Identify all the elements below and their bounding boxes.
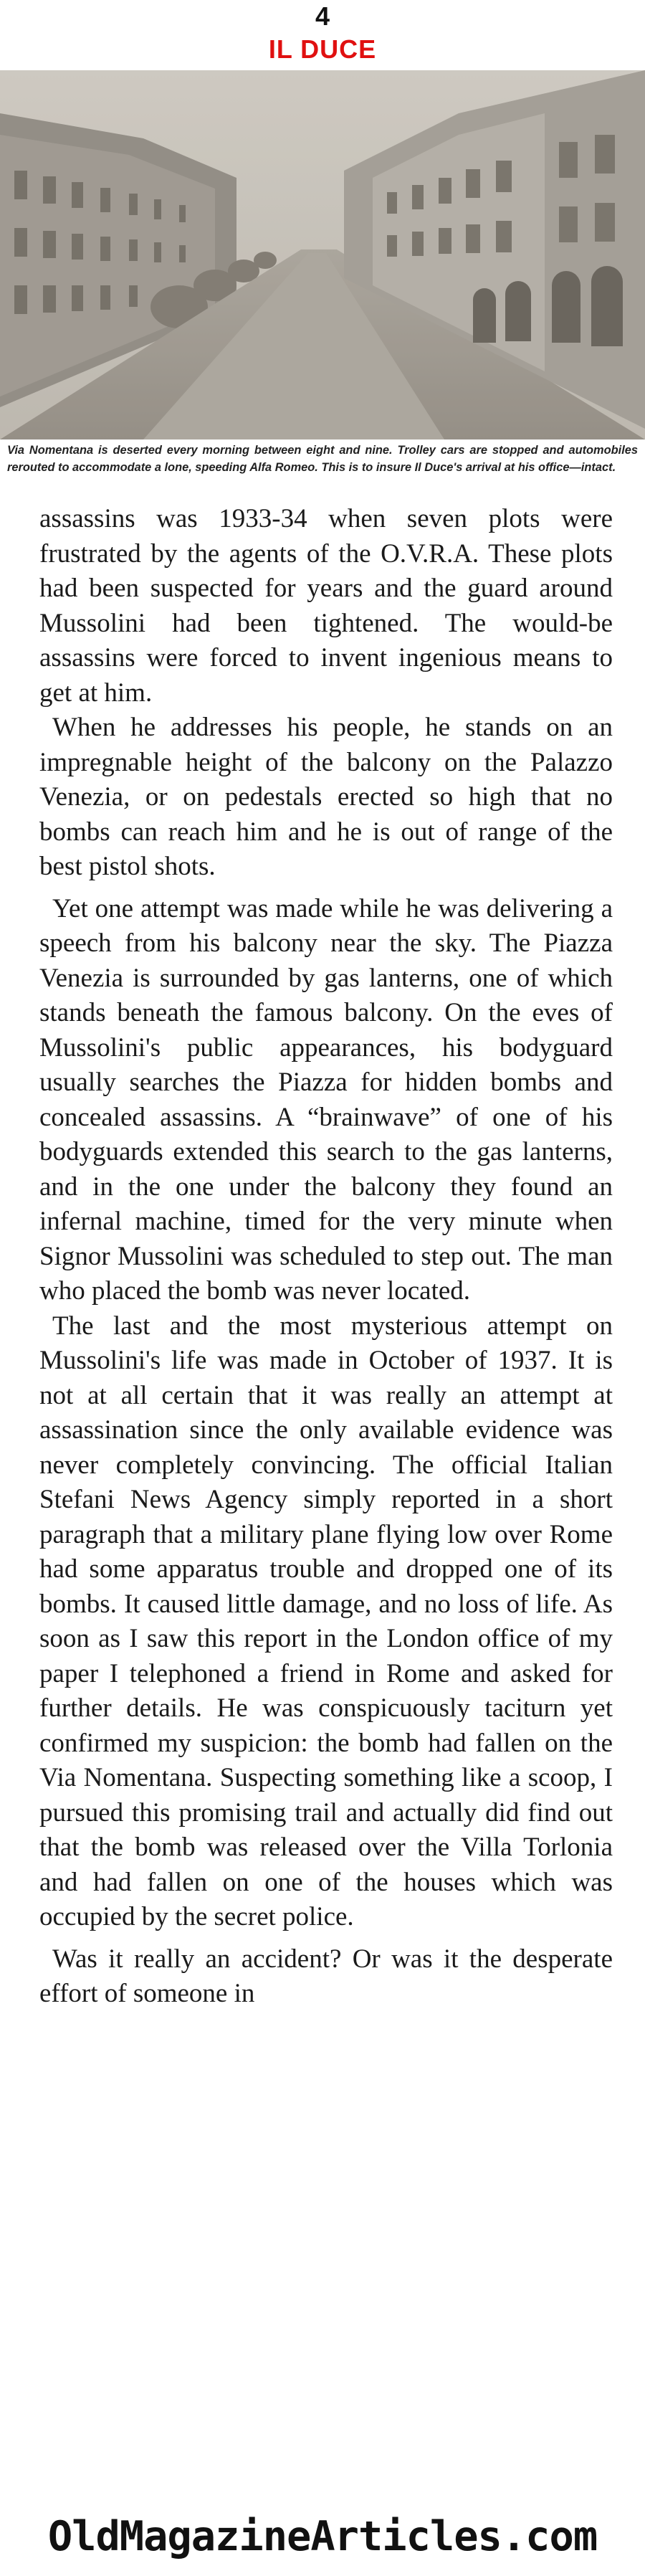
site-watermark[interactable]: OldMagazineArticles.com: [47, 2513, 598, 2560]
section-title: IL DUCE: [268, 34, 377, 64]
footer: [0, 2504, 645, 2576]
page-number: 4: [315, 1, 330, 31]
article-paragraph-2: When he addresses his people, he stands on an impregnable height of the balcony on the Palazzo Venezia, or on pedestals erected so high that no bombs can reach him and he is out of range of the best pistol shots.: [39, 713, 613, 881]
street-photo-illustration: [0, 70, 645, 439]
article-paragraph-4: The last and the most mysterious attempt on Mussolini's life was made in October of 1937. It is not at all certain that it was really an attempt at assassination since the only available evidence was never completely convincing. The official Italian Stefani News Agency simply reported in a short paragraph that a military plane flying low over Rome had some apparatus trouble and dropped one of its bombs. It caused little damage, and no loss of life. As soon as I saw this report in the London office of my paper I telephoned a friend in Rome and asked for further details. He was conspicuously taciturn yet confirmed my suspicion: the bomb had fallen on the Via Nomentana. Suspecting something like a scoop, I pursued this promising trail and actually did find out that the bomb was released over the Villa Torlonia and had fallen on one of the houses which was occupied by the secret police.: [39, 1311, 613, 1931]
article-body: [39, 502, 613, 2012]
photo-caption: [0, 439, 645, 495]
article-paragraph-1: assassins was 1933-34 when seven plots were frustrated by the agents of the O.V.R.A. These plots had been suspected for years and the guard around Mussolini had been tightened. The would-be assassins were forced to invent ingenious means to get at him.: [39, 504, 613, 708]
article-paragraph-3: Yet one attempt was made while he was delivering a speech from his balcony near the sky. The Piazza Venezia is surrounded by gas lanterns, one of which stands beneath the famous balcony. On the eves of Mussolini's public appearances, his bodyguard usually searches the Piazza for hidden bombs and concealed assassins. A “brainwave” of one of his bodyguards extended this search to the gas lanterns, and in the one under the balcony they found an infernal machine, timed for the very minute when Signor Mussolini was scheduled to step out. The man who placed the bomb was never located.: [39, 893, 613, 1306]
photo-caption-text: Via Nomentana is deserted every morning between eight and nine. Trolley cars are stopped and automobiles rerouted to accommodate a lone, speeding Alfa Romeo. This is to insure Il Duce's arrival at his office—intact.: [7, 444, 638, 474]
street-photo: [0, 70, 645, 439]
article-paragraph-5: Was it really an accident? Or was it the desperate effort of someone in: [39, 1944, 613, 2008]
